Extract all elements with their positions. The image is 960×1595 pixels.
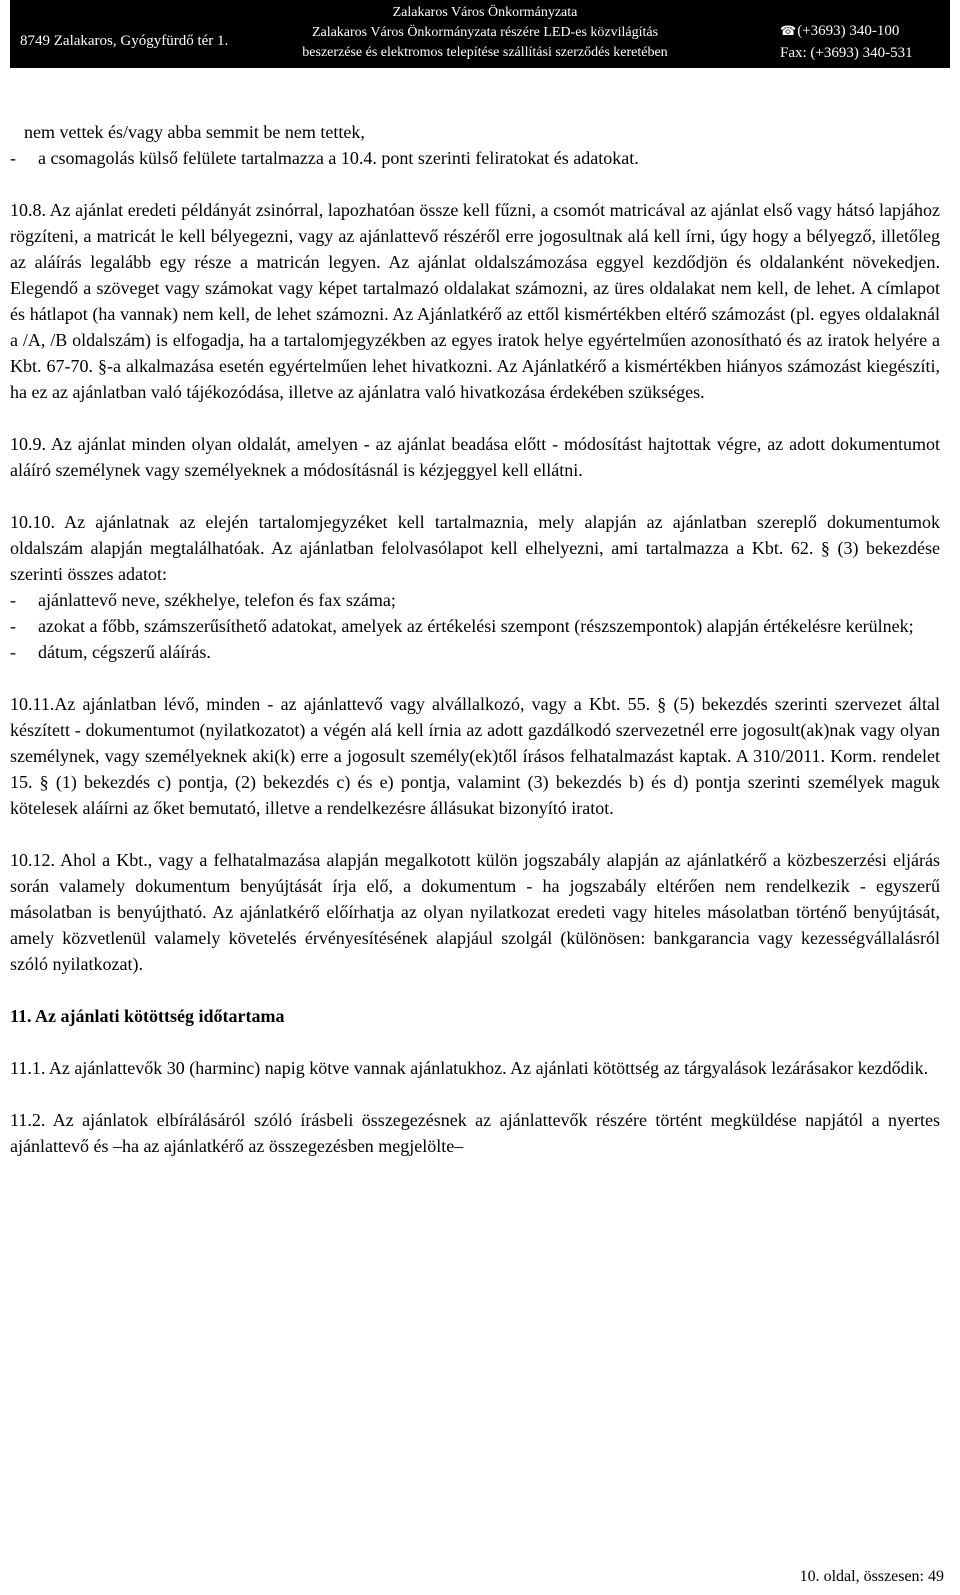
paragraph-10-9: 10.9. Az ajánlat minden olyan oldalát, amelyen - az ajánlat beadása előtt - módosítást hajtottak végre, az adott dokumentumot aláíró személynek vagy személyeknek a módosításnál is kézjeggyel kell ellátni. [10, 434, 940, 480]
list-item-text: dátum, cégszerű aláírás. [38, 642, 211, 662]
list-dash: - [10, 590, 16, 610]
continued-text: nem vettek és/vagy abba semmit be nem tettek, [24, 122, 365, 142]
header-address: 8749 Zalakaros, Gyógyfürdő tér 1. [20, 33, 229, 49]
document-body [10, 119, 940, 1159]
paragraph-10-8: 10.8. Az ajánlat eredeti példányát zsinórral, lapozhatóan össze kell fűzni, a csomót matricával az ajánlat első vagy hátsó lapjához rögzíteni, a matricát le kell bélyegezni, vagy az ajánlattevő részéről erre jogosultnak alá kell írni, úgy hogy a bélyegző, illetőleg az aláírás legalább egy része a matricán legyen. Az ajánlat oldalszámozása eggyel kezdődjön és oldalanként növekedjen. Elegendő a szöveget vagy számokat vagy képet tartalmazó oldalakat számozni, az üres oldalakat nem kell, de lehet. A címlapot és hátlapot (ha vannak) nem kell, de lehet számozni. Az Ajánlatkérő az ettől kismértékben eltérő számozást (pl. egyes oldalaknál a /A, /B oldalszám) is elfogadja, ha a tartalomjegyzékben az egyes iratok helye egyértelműen azonosítható és az iratok helyére a Kbt. 67-70. §-a alkalmazása esetén egyértelműen lehet hivatkozni. Az Ajánlatkérő a kismértékben hiányos számozást kiegészíti, ha ez az ajánlatban való tájékozódása, illetve az ajánlatra való hivatkozása érdekében szükséges. [10, 200, 940, 402]
paragraph-11-2: 11.2. Az ajánlatok elbírálásáról szóló írásbeli összegezésnek az ajánlattevők részére történt megküldése napjától a nyertes ajánlattevő és –ha az ajánlatkérő az összegezésben megjelölte– [10, 1110, 940, 1156]
paragraph-10-11: 10.11.Az ajánlatban lévő, minden - az ajánlattevő vagy alvállalkozó, vagy a Kbt. 55. § (5) bekezdés szerinti szervezet által készített - dokumentumot (nyilatkozatot) a végén alá kell írnia az adott gazdálkodó szervezetnél erre jogosult(ak)nak vagy olyan személynek, vagy személyeknek aki(k) erre a jogosult személy(ek)től írásos felhatalmazást kaptak. A 310/2011. Korm. rendelet 15. § (1) bekezdés c) pontja, (2) bekezdés c) és e) pontja, valamint (3) bekezdés b) és d) pontja szerinti személyek maguk kötelesek aláírni az őket bemutató, illetve a rendelkezésre állásukat bizonyító iratot. [10, 694, 940, 818]
list-item [10, 587, 940, 613]
list-item-text: a csomagolás külső felülete tartalmazza a 10.4. pont szerinti feliratokat és adatokat. [38, 148, 639, 168]
page-number: 10. oldal, összesen: 49 [799, 1568, 944, 1585]
header-contact [780, 20, 913, 64]
header-subject-line1: Zalakaros Város Önkormányzata részére LED-es közvilágítás [311, 25, 659, 40]
header-center [260, 3, 710, 63]
list-item [10, 613, 940, 639]
header-phone: (+3693) 340-100 [797, 23, 900, 39]
header-subject-line2: beszerzése és elektromos telepítése szállítási szerződés keretében [302, 45, 668, 60]
list-item-text: ajánlattevő neve, székhelye, telefon és fax száma; [38, 590, 396, 610]
section-heading: 11. Az ajánlati kötöttség időtartama [10, 1006, 285, 1026]
list-dash: - [10, 616, 16, 636]
paragraph-10-12: 10.12. Ahol a Kbt., vagy a felhatalmazása alapján megalkotott külön jogszabály alapján az ajánlatkérő a közbeszerzési eljárás során valamely dokumentum benyújtását írja elő, a dokumentum - ha jogszabály eltérően nem rendelkezik - egyszerű másolatban is benyújtható. Az ajánlatkérő előírhatja az olyan nyilatkozat eredeti vagy hiteles másolatban történő benyújtását, amely közvetlenül valamely követelés érvényesítésének alapjául szolgál (különösen: bankgarancia vagy kezességvállalásról szóló nyilatkozat). [10, 850, 940, 974]
paragraph-10-10: 10.10. Az ajánlatnak az elején tartalomjegyzéket kell tartalmaznia, mely alapján az ajánlatban szereplő dokumentumok oldalszám alapján megtalálhatóak. Az ajánlatban felolvasólapot kell elhelyezni, ami tartalmazza a Kbt. 62. § (3) bekezdése szerinti összes adatot: [10, 512, 940, 584]
list-dash: - [10, 148, 16, 168]
list-item [10, 639, 940, 665]
paragraph-11-1: 11.1. Az ajánlattevők 30 (harminc) napig kötve vannak ajánlatukhoz. Az ajánlati kötöttség az tárgyalások lezárásakor kezdődik. [10, 1058, 929, 1078]
list-item [10, 145, 940, 171]
page-header [10, 0, 950, 68]
telephone-icon: ☎ [780, 23, 797, 38]
header-org: Zalakaros Város Önkormányzata [392, 5, 578, 20]
header-fax: Fax: (+3693) 340-531 [780, 45, 913, 61]
list-item-text: azokat a főbb, számszerűsíthető adatokat, amelyek az értékelési szempont (részszempontok) alapján értékelésre kerülnek; [38, 616, 914, 636]
list-dash: - [10, 642, 16, 662]
